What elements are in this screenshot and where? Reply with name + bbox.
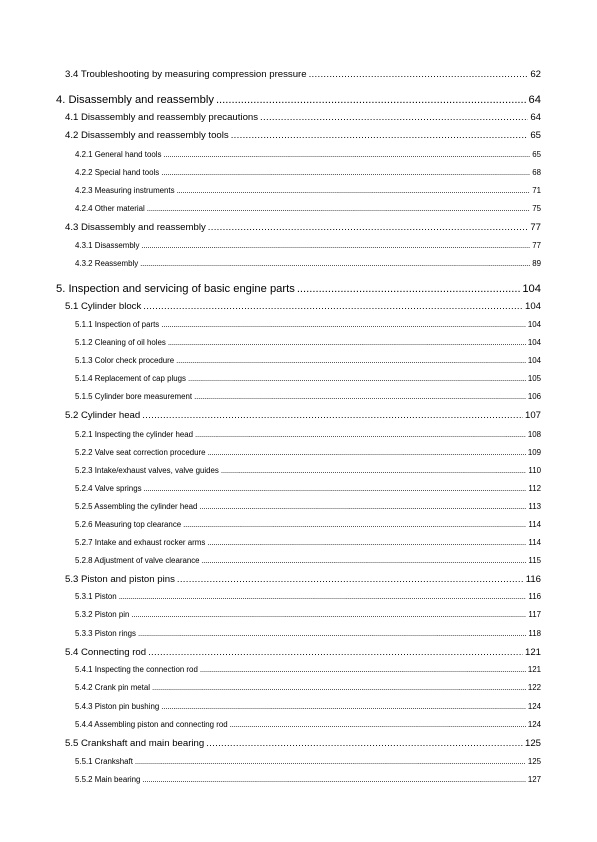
dot-leader xyxy=(152,683,526,692)
toc-entry-title: 3.4 Troubleshooting by measuring compression pressure xyxy=(65,69,307,80)
dot-leader xyxy=(202,556,527,565)
dot-leader xyxy=(119,592,527,601)
toc-entry-title: 5.5.1 Crankshaft xyxy=(75,757,133,766)
toc-entry[interactable] xyxy=(65,112,541,123)
toc-entry-title: 4.1 Disassembly and reassembly precautions xyxy=(65,112,259,123)
dot-leader xyxy=(200,665,526,674)
toc-entry[interactable] xyxy=(75,374,541,383)
toc-entry[interactable] xyxy=(65,69,541,80)
toc-entry-page-number: 64 xyxy=(528,94,541,106)
toc-entry[interactable] xyxy=(65,410,541,421)
toc-entry-title: 5.1.4 Replacement of cap plugs xyxy=(75,374,186,383)
dot-leader xyxy=(208,222,529,233)
toc-entry[interactable] xyxy=(75,430,541,439)
toc-entry-title: 5.3 Piston and piston pins xyxy=(65,574,175,585)
toc-entry-page-number: 127 xyxy=(527,775,541,784)
toc-entry-page-number: 104 xyxy=(524,301,541,312)
toc-entry-page-number: 118 xyxy=(528,629,541,638)
toc-entry-page-number: 65 xyxy=(530,130,541,141)
toc-entry-page-number: 104 xyxy=(527,338,541,347)
toc-entry-title: 5.5.2 Main bearing xyxy=(75,775,141,784)
toc-entry-page-number: 122 xyxy=(527,683,541,692)
toc-entry-page-number: 115 xyxy=(528,556,541,565)
dot-leader xyxy=(142,775,525,784)
toc-entry-page-number: 121 xyxy=(527,665,541,674)
dot-leader xyxy=(163,150,530,159)
dot-leader xyxy=(143,301,523,312)
toc-entry[interactable] xyxy=(65,738,541,749)
toc-entry[interactable] xyxy=(75,259,541,268)
toc-entry[interactable] xyxy=(75,392,541,401)
toc-entry[interactable] xyxy=(75,168,541,177)
toc-entry-title: 5.1 Cylinder block xyxy=(65,301,142,312)
toc-entry[interactable] xyxy=(75,629,541,638)
toc-entry[interactable] xyxy=(65,574,541,585)
toc-entry-page-number: 113 xyxy=(528,502,541,511)
toc-entry[interactable] xyxy=(75,538,541,547)
dot-leader xyxy=(221,466,527,475)
toc-entry-title: 5.1.3 Color check procedure xyxy=(75,356,175,365)
dot-leader xyxy=(260,112,528,123)
toc-entry-page-number: 112 xyxy=(528,484,541,493)
toc-entry-page-number: 75 xyxy=(532,204,541,213)
toc-entry-title: 5.2.7 Intake and exhaust rocker arms xyxy=(75,538,206,547)
toc-entry-title: 5. Inspection and servicing of basic engine parts xyxy=(56,283,295,295)
dot-leader xyxy=(208,448,526,457)
toc-entry-title: 5.2.5 Assembling the cylinder head xyxy=(75,502,198,511)
dot-leader xyxy=(176,356,526,365)
dot-leader xyxy=(161,168,530,177)
dot-leader xyxy=(141,241,530,250)
dot-leader xyxy=(161,702,526,711)
toc-entry[interactable] xyxy=(75,775,541,784)
dot-leader xyxy=(168,338,526,347)
toc-entry[interactable] xyxy=(75,502,541,511)
dot-leader xyxy=(131,610,526,619)
toc-entry[interactable] xyxy=(56,283,541,295)
toc-entry-title: 5.2.8 Adjustment of valve clearance xyxy=(75,556,200,565)
toc-entry-title: 5.2.3 Intake/exhaust valves, valve guides xyxy=(75,466,219,475)
toc-entry-title: 5.1.1 Inspection of parts xyxy=(75,320,160,329)
toc-entry-page-number: 64 xyxy=(530,112,541,123)
dot-leader xyxy=(148,647,523,658)
toc-entry-title: 4.3.1 Disassembly xyxy=(75,241,140,250)
toc-entry-page-number: 77 xyxy=(532,241,541,250)
toc-entry-title: 5.5 Crankshaft and main bearing xyxy=(65,738,205,749)
toc-entry-title: 5.3.1 Piston xyxy=(75,592,117,601)
toc-entry[interactable] xyxy=(75,556,541,565)
toc-entry-page-number: 65 xyxy=(532,150,541,159)
toc-entry-title: 4.2.2 Special hand tools xyxy=(75,168,160,177)
toc-entry-page-number: 114 xyxy=(528,520,541,529)
toc-entry-page-number: 71 xyxy=(532,186,541,195)
toc-entry[interactable] xyxy=(75,466,541,475)
dot-leader xyxy=(135,757,526,766)
toc-entry[interactable] xyxy=(75,484,541,493)
toc-entry-title: 5.4.4 Assembling piston and connecting rod xyxy=(75,720,228,729)
dot-leader xyxy=(177,186,531,195)
toc-entry-title: 4.2.1 General hand tools xyxy=(75,150,162,159)
dot-leader xyxy=(138,629,526,638)
toc-entry[interactable] xyxy=(65,301,541,312)
toc-entry[interactable] xyxy=(75,356,541,365)
toc-entry-title: 5.2.2 Valve seat correction procedure xyxy=(75,448,206,457)
toc-entry-title: 4.2.4 Other material xyxy=(75,204,145,213)
toc-entry[interactable] xyxy=(75,610,541,619)
toc-entry[interactable] xyxy=(75,241,541,250)
toc-entry[interactable] xyxy=(75,665,541,674)
dot-leader xyxy=(195,430,526,439)
toc-entry[interactable] xyxy=(75,204,541,213)
dot-leader xyxy=(309,69,529,80)
toc-entry-title: 4.3 Disassembly and reassembly xyxy=(65,222,206,233)
dot-leader xyxy=(183,520,526,529)
toc-entry-page-number: 106 xyxy=(527,392,541,401)
toc-entry-page-number: 117 xyxy=(528,610,541,619)
toc-entry[interactable] xyxy=(75,448,541,457)
dot-leader xyxy=(194,392,526,401)
toc-entry[interactable] xyxy=(75,186,541,195)
toc-entry-page-number: 104 xyxy=(527,320,541,329)
toc-entry-title: 4.2.3 Measuring instruments xyxy=(75,186,175,195)
dot-leader xyxy=(231,130,529,141)
toc-entry[interactable] xyxy=(75,150,541,159)
toc-entry-page-number: 114 xyxy=(528,538,541,547)
toc-entry[interactable] xyxy=(75,720,541,729)
toc-entry[interactable] xyxy=(65,130,541,141)
toc-entry[interactable] xyxy=(75,683,541,692)
toc-entry-page-number: 110 xyxy=(528,466,541,475)
toc-entry[interactable] xyxy=(65,647,541,658)
toc-entry-page-number: 109 xyxy=(527,448,541,457)
dot-leader xyxy=(188,374,526,383)
toc-entry[interactable] xyxy=(75,320,541,329)
toc-entry[interactable] xyxy=(75,757,541,766)
toc-entry-title: 4. Disassembly and reassembly xyxy=(56,94,214,106)
dot-leader xyxy=(161,320,526,329)
toc-entry-page-number: 104 xyxy=(522,283,541,295)
toc-entry-page-number: 68 xyxy=(532,168,541,177)
toc-entry[interactable] xyxy=(75,338,541,347)
toc-entry-title: 5.4.3 Piston pin bushing xyxy=(75,702,160,711)
toc-entry-title: 5.1.2 Cleaning of oil holes xyxy=(75,338,166,347)
toc-entry-page-number: 107 xyxy=(524,410,541,421)
toc-entry-page-number: 108 xyxy=(527,430,541,439)
toc-entry-title: 5.1.5 Cylinder bore measurement xyxy=(75,392,193,401)
toc-entry[interactable] xyxy=(75,520,541,529)
toc-entry-title: 5.2.4 Valve springs xyxy=(75,484,142,493)
dot-leader xyxy=(297,283,521,295)
toc-entry-page-number: 124 xyxy=(527,720,541,729)
toc-entry-page-number: 89 xyxy=(532,259,541,268)
toc-entry-title: 5.2.1 Inspecting the cylinder head xyxy=(75,430,194,439)
toc-entry-page-number: 125 xyxy=(527,757,541,766)
toc-entry-page-number: 104 xyxy=(527,356,541,365)
dot-leader xyxy=(199,502,526,511)
dot-leader xyxy=(142,410,523,421)
toc-entry-page-number: 124 xyxy=(527,702,541,711)
dot-leader xyxy=(206,738,523,749)
toc-entry[interactable] xyxy=(65,222,541,233)
toc-entry-title: 5.2 Cylinder head xyxy=(65,410,141,421)
toc-entry-title: 5.3.3 Piston rings xyxy=(75,629,136,638)
toc-entry-title: 4.2 Disassembly and reassembly tools xyxy=(65,130,229,141)
toc-entry-page-number: 116 xyxy=(525,574,541,585)
toc-entry[interactable] xyxy=(75,592,541,601)
toc-entry-title: 5.4.2 Crank pin metal xyxy=(75,683,150,692)
toc-entry-page-number: 77 xyxy=(530,222,541,233)
toc-entry-page-number: 116 xyxy=(528,592,541,601)
dot-leader xyxy=(140,259,530,268)
dot-leader xyxy=(230,720,526,729)
dot-leader xyxy=(216,94,527,106)
dot-leader xyxy=(144,484,527,493)
toc-entry-page-number: 125 xyxy=(524,738,541,749)
toc-entry-title: 5.4.1 Inspecting the connection rod xyxy=(75,665,198,674)
toc-entry-title: 5.3.2 Piston pin xyxy=(75,610,130,619)
toc-entry-title: 5.2.6 Measuring top clearance xyxy=(75,520,182,529)
toc-entry[interactable] xyxy=(75,702,541,711)
toc-entry-page-number: 121 xyxy=(524,647,541,658)
dot-leader xyxy=(207,538,526,547)
toc-entry-page-number: 62 xyxy=(530,69,541,80)
toc-entry-page-number: 105 xyxy=(527,374,541,383)
toc-entry-title: 4.3.2 Reassembly xyxy=(75,259,139,268)
dot-leader xyxy=(177,574,524,585)
toc-entry[interactable] xyxy=(56,94,541,106)
toc-entry-title: 5.4 Connecting rod xyxy=(65,647,147,658)
dot-leader xyxy=(147,204,530,213)
